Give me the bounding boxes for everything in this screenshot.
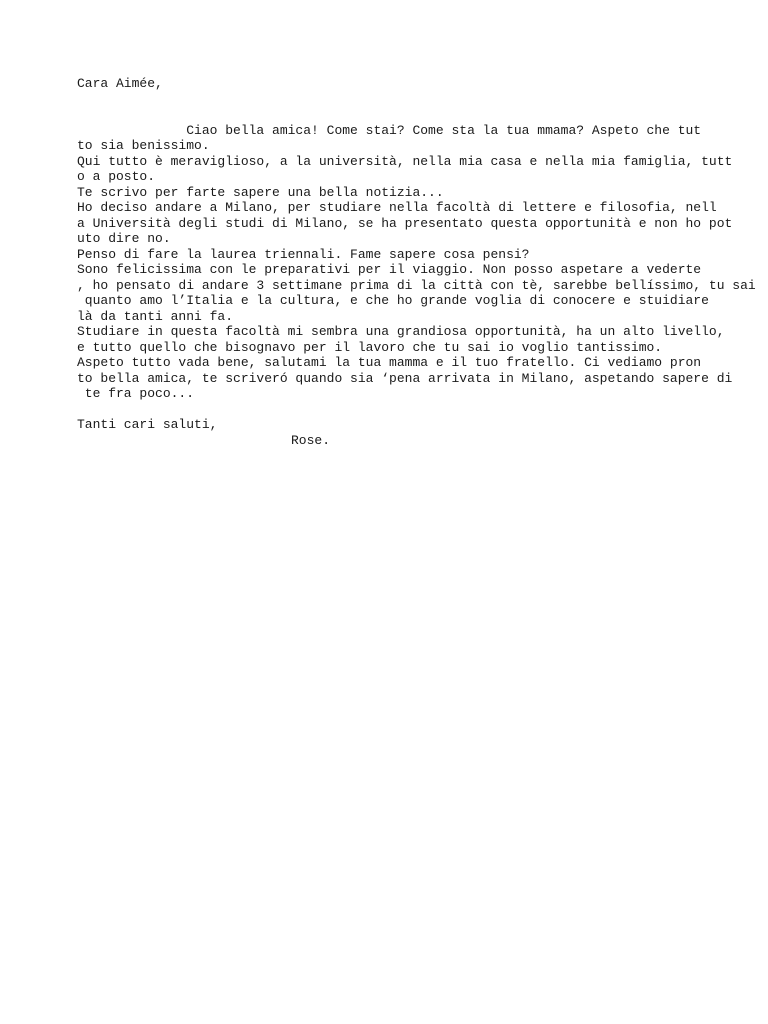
letter-body bbox=[77, 123, 757, 402]
body-line: Ho deciso andare a Milano, per studiare nella facoltà di lettere e filosofia, nell bbox=[77, 200, 717, 215]
letter-closing: Tanti cari saluti, bbox=[77, 417, 218, 432]
body-line: Studiare in questa facoltà mi sembra una grandiosa opportunità, ha un alto livello, bbox=[77, 324, 725, 339]
body-line: e tutto quello che bisognavo per il lavoro che tu sai io voglio tantissimo. bbox=[77, 339, 663, 355]
body-line: uto dire no. bbox=[77, 231, 171, 246]
body-line: là da tanti anni fa. bbox=[77, 308, 234, 324]
body-line: Penso di fare la laurea triennali. Fame sapere cosa pensi? bbox=[77, 246, 530, 262]
letter-signature: Rose. bbox=[291, 432, 331, 448]
body-line: Sono felicissima con le preparativi per il viaggio. Non posso aspetare a vederte bbox=[77, 262, 702, 277]
letter-text bbox=[77, 76, 757, 448]
body-line: to sia benissimo. bbox=[77, 138, 210, 153]
body-line: quanto amo l’Italia e la cultura, e che ho grande voglia di conocere e stuidiare bbox=[77, 293, 709, 308]
body-line: te fra poco... bbox=[77, 386, 195, 401]
body-line: to bella amica, te scriveró quando sia ‘pena arrivata in Milano, aspetando sapere di bbox=[77, 370, 733, 386]
body-line: Aspeto tutto vada bene, salutami la tua mamma e il tuo fratello. Ci vediamo pron bbox=[77, 355, 702, 370]
body-line: Te scrivo per farte sapere una bella notizia... bbox=[77, 184, 444, 200]
body-line: Ciao bella amica! Come stai? Come sta la tua mmama? Aspeto che tut bbox=[77, 122, 702, 138]
body-line: Qui tutto è meraviglioso, a la università, nella mia casa e nella mia famiglia, tutt bbox=[77, 153, 733, 169]
letter-greeting: Cara Aimée, bbox=[77, 76, 163, 91]
body-line: , ho pensato di andare 3 settimane prima di la città con tè, sarebbe bellíssimo, tu sai bbox=[77, 277, 756, 293]
body-line: o a posto. bbox=[77, 169, 156, 184]
body-line: a Università degli studi di Milano, se ha presentato questa opportunità e non ho pot bbox=[77, 215, 733, 231]
spacer bbox=[77, 402, 757, 418]
